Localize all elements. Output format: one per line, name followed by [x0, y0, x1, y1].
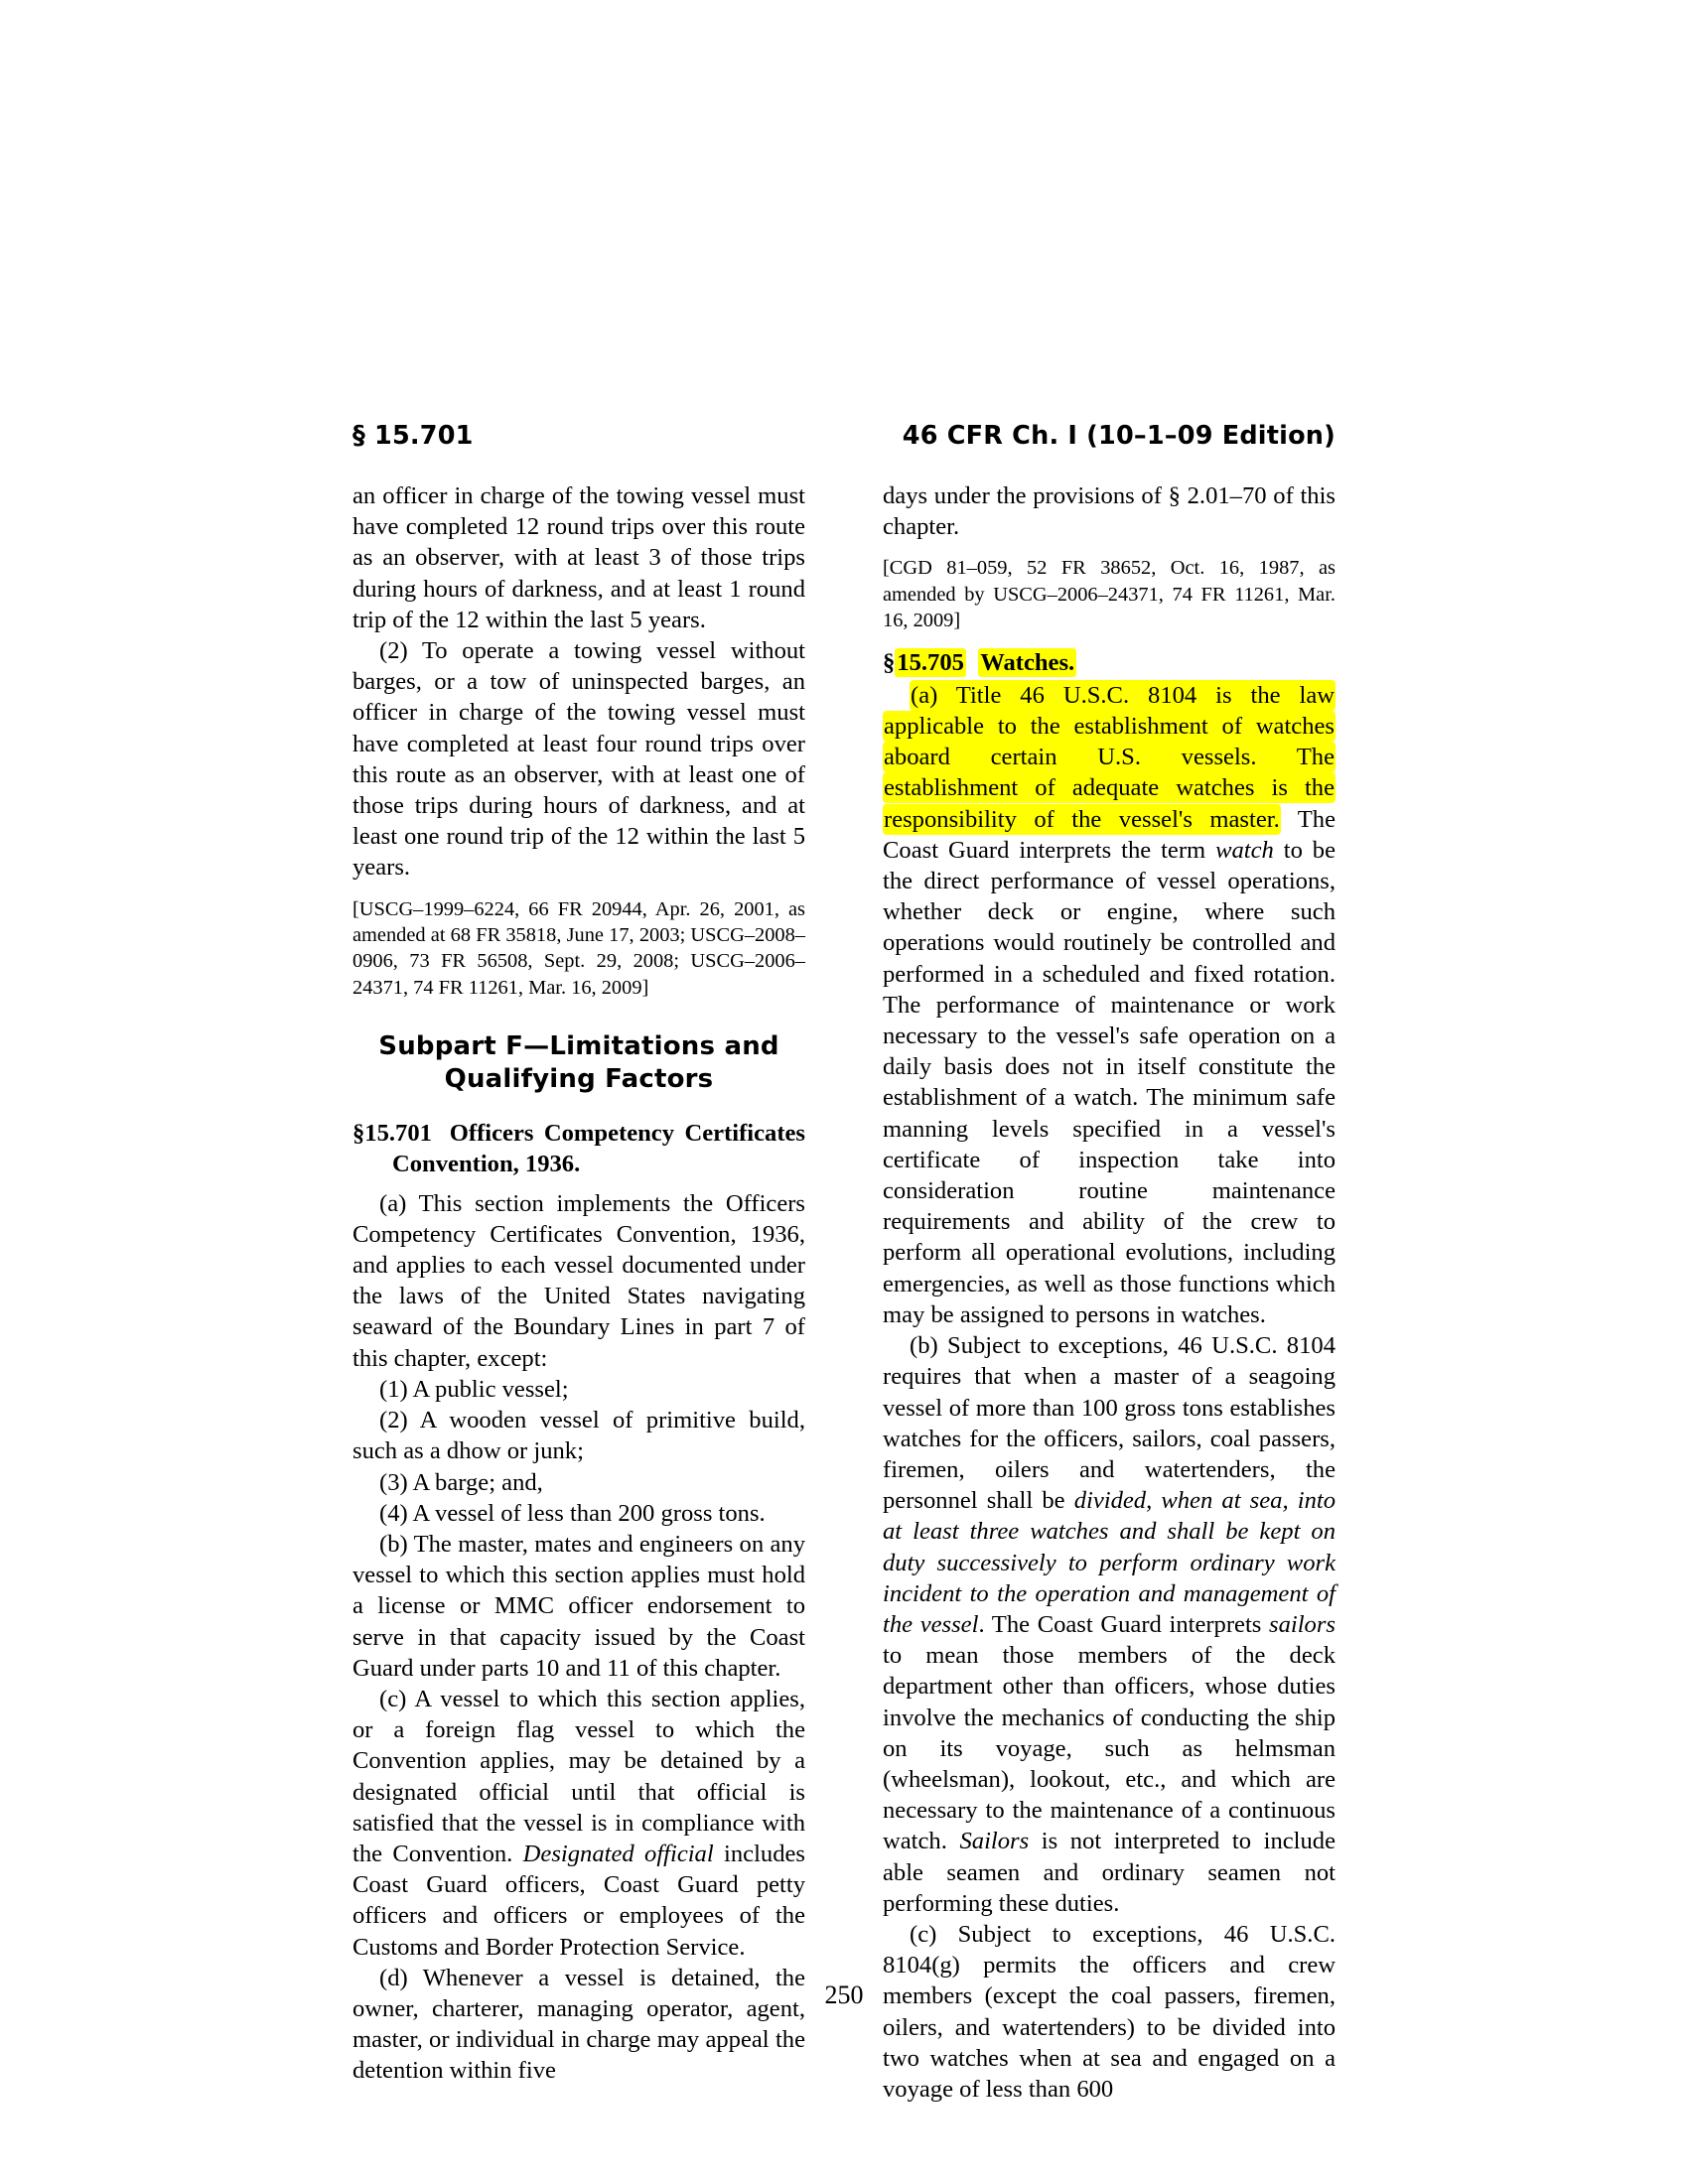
- right-paragraph-b-run-3: to mean those members of the deck department other than officers, whose duties involve the mechanics of conducting the ship on its voyage, such as helmsman (wheelsman), lookout, etc., and which are necessary to the maintenance of a continuous watch.: [883, 1642, 1336, 1855]
- left-paragraph-c-italic-term: Designated official: [522, 1840, 714, 1867]
- section-heading-15705: [883, 647, 1336, 678]
- left-paragraph-c-run-1: (c) A vessel to which this section applies, or a foreign flag vessel to which the Convention applies, may be detained by a designated official until that official is satisfied that the vessel is in compliance with the Convention.: [352, 1685, 805, 1867]
- right-paragraph-b-italic-quote: divided, when at sea, into at least three watches and shall be kept on duty successively to perform ordinary work incident to the operation and management of the vessel: [883, 1487, 1336, 1638]
- right-paragraph-b-run-4: is not interpreted to include able seamen and ordinary seamen not performing these duties.: [883, 1828, 1336, 1917]
- list-item: (2) A wooden vessel of primitive build, such as a dhow or junk;: [352, 1407, 805, 1465]
- right-paragraph-b-run-2: . The Coast Guard interprets: [978, 1610, 1270, 1638]
- left-continued-paragraph: an officer in charge of the towing vessel must have completed 12 round trips over this route as an observer, with at least 3 of those trips during hours of darkness, and at least 1 round trip of the 12 within the last 5 years.: [352, 482, 805, 633]
- left-paragraph-c-run-2: includes Coast Guard officers, Coast Guard petty officers and officers or employees of the Customs and Border Protection Service.: [352, 1840, 806, 1961]
- running-head-section-number: § 15.701: [352, 421, 474, 451]
- right-paragraph-c: (c) Subject to exceptions, 46 U.S.C. 8104(g) permits the officers and crew members (except the coal passers, firemen, oilers, and watertenders) to be divided into two watches when at sea and engaged on a voyage of less than 600: [883, 1920, 1336, 2103]
- right-paragraph-a-italic-term: watch: [1215, 836, 1274, 864]
- right-paragraph-b: [883, 1330, 1336, 1919]
- right-continued-paragraph: days under the provisions of § 2.01–70 of this chapter.: [883, 482, 1336, 541]
- list-item: (3) A barge; and,: [379, 1468, 543, 1496]
- left-paragraph-d: (d) Whenever a vessel is detained, the owner, charterer, managing operator, agent, master, or individual in charge may appeal the detention within five: [352, 1964, 805, 2085]
- right-paragraph-b-italic-term-1: sailors: [1269, 1610, 1336, 1638]
- page-number: 250: [824, 1980, 864, 2009]
- left-paragraph-2: (2) To operate a towing vessel without barges, or a tow of uninspected barges, an officer in charge of the towing vessel must have completed at least four round trips over this route as an observer, with at least one of those trips during hours of darkness, and at least one round trip of the 12 within the last 5 years.: [352, 637, 805, 882]
- section-symbol: §: [352, 1120, 365, 1148]
- right-paragraph-b-italic-term-2: Sailors: [959, 1828, 1030, 1855]
- left-paragraph-b: (b) The master, mates and engineers on any vessel to which this section applies must hold a license or MMC officer endorsement to serve in that capacity issued by the Coast Guard under parts 10 and 11 of this chapter.: [352, 1530, 805, 1682]
- left-source-credit: [USCG–1999–6224, 66 FR 20944, Apr. 26, 2001, as amended at 68 FR 35818, June 17, 2003; USCG–2008–0906, 73 FR 56508, Sept. 29, 2008; USCG–2006–24371, 74 FR 11261, Mar. 16, 2009]: [352, 897, 805, 999]
- subpart-heading: [352, 1030, 805, 1096]
- right-paragraph-b-run-1: (b) Subject to exceptions, 46 U.S.C. 8104 requires that when a master of a seagoing vessel of more than 100 gross tons establishes watches for the officers, sailors, coal passers, firemen, oilers and watertenders, the personnel shall be: [883, 1332, 1336, 1515]
- subpart-heading-line-2: Qualifying Factors: [444, 1064, 714, 1095]
- right-column: [883, 480, 1336, 2103]
- right-paragraph-a: [883, 680, 1336, 1330]
- right-paragraph-a-run-1: The Coast Guard interprets the term: [883, 805, 1336, 864]
- section-number: 15.701: [364, 1120, 432, 1148]
- left-paragraph-a: (a) This section implements the Officers Competency Certificates Convention, 1936, and applies to each vessel documented under the laws of the United States navigating seaward of the Boundary Lines in part 7 of this chapter, except:: [352, 1189, 805, 1372]
- list-item: (1) A public vessel;: [379, 1375, 569, 1403]
- subpart-heading-line-1: Subpart F—Limitations and: [378, 1031, 779, 1062]
- left-column: [352, 480, 806, 2085]
- section-symbol: §: [883, 648, 896, 676]
- left-paragraph-c: [352, 1684, 805, 1963]
- section-title-highlighted: Watches.: [980, 648, 1075, 676]
- list-item: (4) A vessel of less than 200 gross tons.: [379, 1499, 766, 1527]
- right-source-credit: [CGD 81–059, 52 FR 38652, Oct. 16, 1987, as amended by USCG–2006–24371, 74 FR 11261, Mar. 16, 2009]: [883, 557, 1336, 632]
- right-paragraph-a-run-2: to be the direct performance of vessel operations, whether deck or engine, where such operations would routinely be controlled and performed in a scheduled and fixed rotation. The performance of maintenance or work necessary to the vessel's safe operation on a daily basis does not in itself constitute the establishment of a watch. The minimum safe manning levels specified in a vessel's certificate of inspection take into consideration routine maintenance requirements and ability of the crew to perform all operational evolutions, including emergencies, as well as those functions which may be assigned to persons in watches.: [883, 836, 1336, 1328]
- section-number-highlighted: 15.705: [897, 648, 964, 676]
- section-title: Officers Competency Certificates Convention, 1936.: [392, 1120, 805, 1178]
- running-head-edition: 46 CFR Ch. I (10–1–09 Edition): [902, 421, 1336, 451]
- highlighted-text-block: (a) Title 46 U.S.C. 8104 is the law applicable to the establishment of watches aboard certain U.S. vessels. The establishment of adequate watches is the responsibility of the vessel's master.: [884, 681, 1335, 833]
- section-heading-15701: [352, 1118, 805, 1179]
- running-head: [352, 421, 1336, 451]
